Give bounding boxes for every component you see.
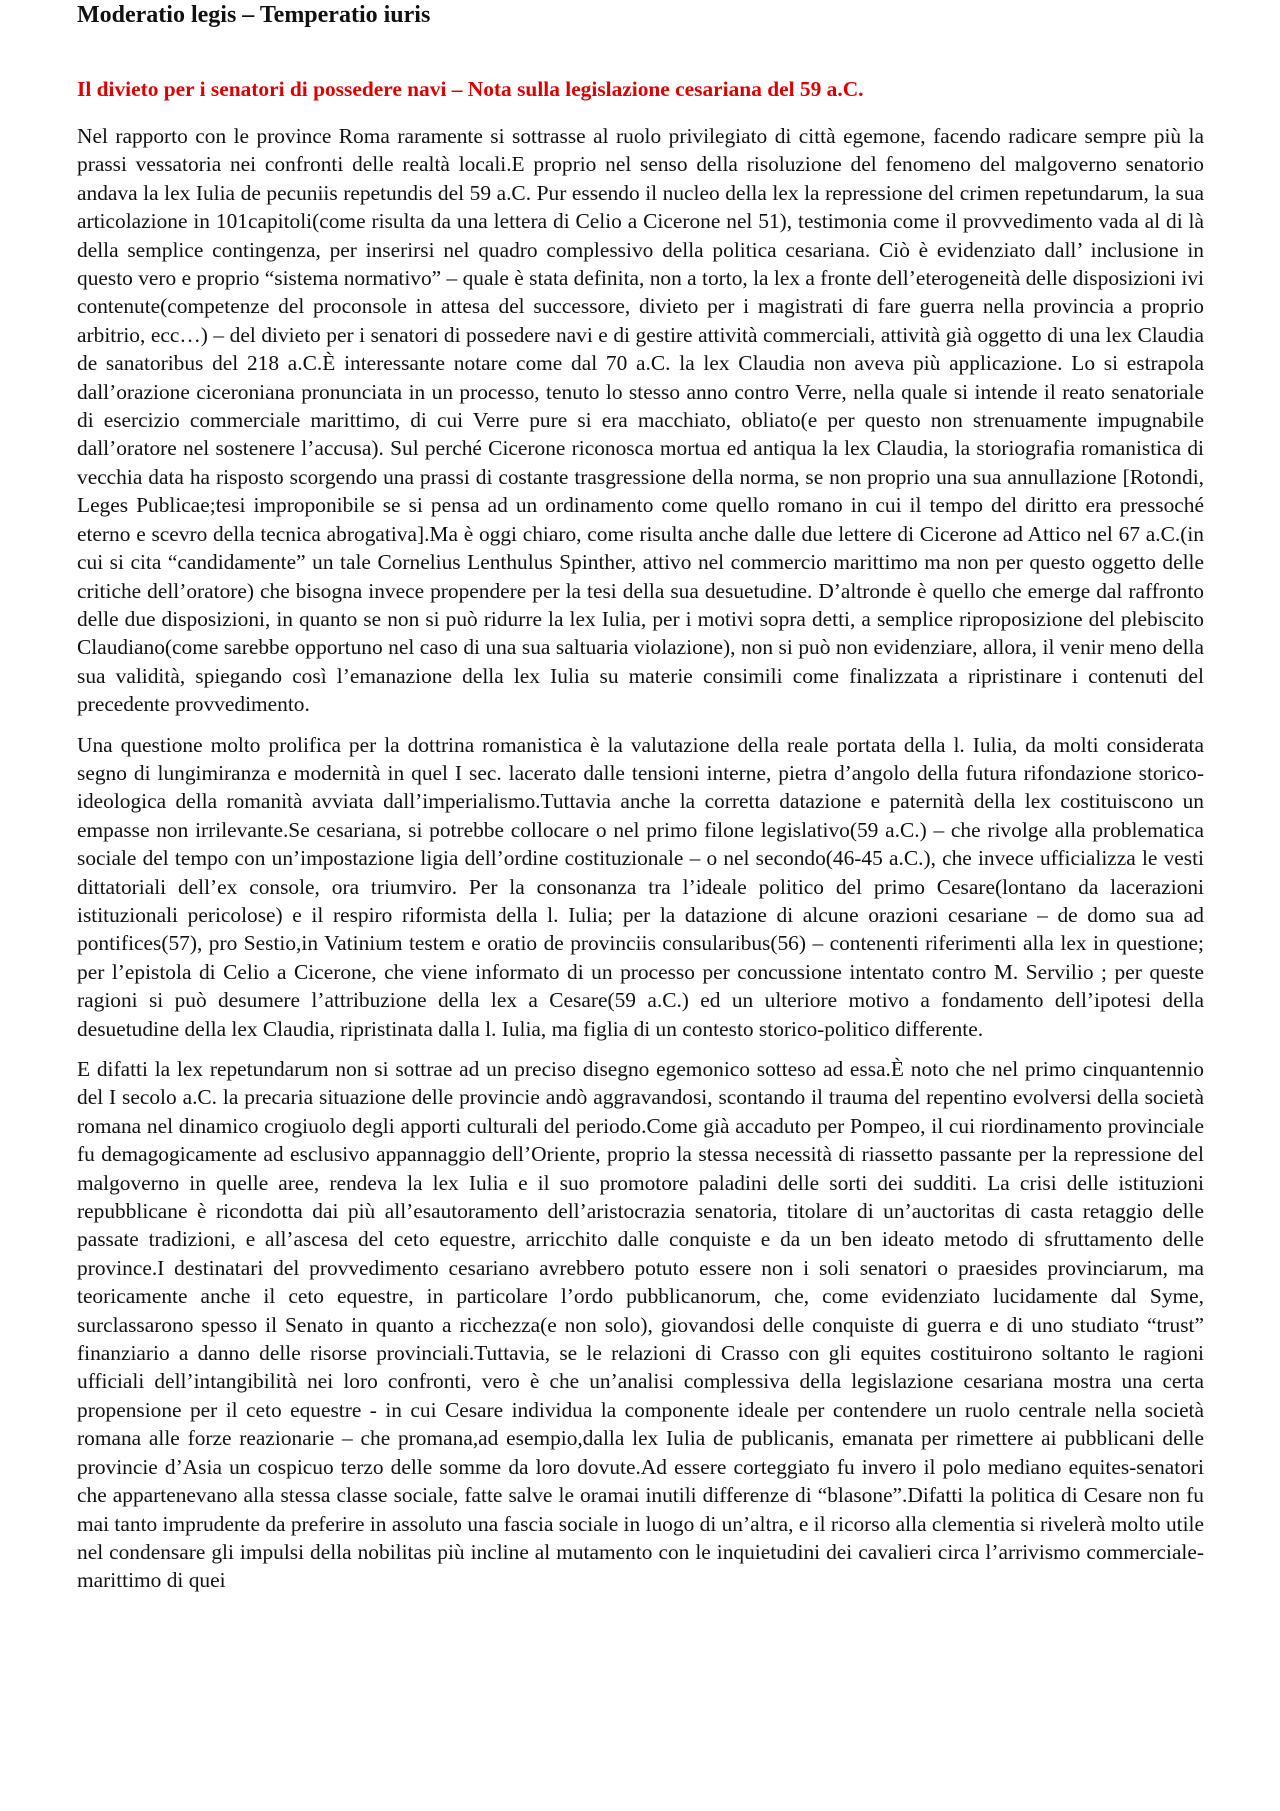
body-paragraph-2: Una questione molto prolifica per la dottrina romanistica è la valutazione della reale portata della l. Iulia, da molti considerata segno di lungimiranza e modernità in quel I sec. lacerato dalle tensioni interne, pietra d’angolo della futura rifondazione storico-ideologica della romanità avviata dall’imperialismo.Tuttavia anche la corretta datazione e paternità della lex costituiscono un empasse non irrilevante.Se cesariana, si potrebbe collocare o nel primo filone legislativo(59 a.C.) – che rivolge alla problematica sociale del tempo con un’impostazione ligia dell’ordine costituzionale – o nel secondo(46-45 a.C.), che invece ufficializza le vesti dittatoriali dell’ex console, ora triumviro. Per la consonanza tra l’ideale politico del primo Cesare(lontano da lacerazioni istituzionali pericolose) e il respiro riformista della l. Iulia; per la datazione di alcune orazioni cesariane – de domo sua ad pontifices(57), pro Sestio,in Vatinium testem e oratio de provinciis consularibus(56) – contenenti riferimenti alla lex in questione; per l’epistola di Celio a Cicerone, che viene informato di un processo per concussione intentato contro M. Servilio ; per queste ragioni si può desumere l’attribuzione della lex a Cesare(59 a.C.) ed un ulteriore motivo a fondamento dell’ipotesi della desuetudine della lex Claudia, ripristinata dalla l. Iulia, ma figlia di un contesto storico-politico differente. — [77, 732, 1204, 1041]
document-subtitle: Il divieto per i senatori di possedere navi – Nota sulla legislazione cesariana del 59 a.C. — [77, 77, 864, 101]
body-paragraph-3: E difatti la lex repetundarum non si sottrae ad un preciso disegno egemonico sotteso ad essa.È noto che nel primo cinquantennio del I secolo a.C. la precaria situazione delle provincie andò aggravandosi, scontando il trauma del repentino evolversi della società romana nel dinamico crogiuolo degli apporti culturali del periodo.Come già accaduto per Pompeo, il cui riordinamento provinciale fu demagogicamente ad esclusivo appannaggio dell’Oriente, proprio la stessa necessità di riassetto passante per la repressione del malgoverno in quelle aree, rendeva la lex Iulia e il suo promotore paladini delle sorti dei sudditi. La crisi delle istituzioni repubblicane è ricondotta dai più all’esautoramento dell’aristocrazia senatoria, titolare di un’auctoritas di casta retaggio delle passate tradizioni, e all’ascesa del ceto equestre, arricchito dalle conquiste e da un ben ideato metodo di sfruttamento delle province.I destinatari del provvedimento cesariano avrebbero potuto essere non i soli senatori o praesides provinciarum, ma teoricamente anche il ceto equestre, in particolare l’ordo pubblicanorum, che, come evidenziato lucidamente dal Syme, surclassarono spesso il Senato in quanto a ricchezza(e non solo), giovandosi delle conquiste di guerra e di uno studiato “trust” finanziario a danno delle risorse provinciali.Tuttavia, se le relazioni di Crasso con gli equites costituirono soltanto le ragioni ufficiali dell’intangibilità nei loro confronti, vero è che un’analisi complessiva della legislazione cesariana mostra una certa propensione per il ceto equestre - in cui Cesare individua la componente ideale per contendere un ruolo centrale nella società romana alle forze reazionarie – che promana,ad esempio,dalla lex Iulia de publicanis, emanata per rimettere ai pubblicani delle provincie d’Asia un cospicuo terzo delle somme da loro dovute.Ad essere corteggiato fu invero il polo mediano equites-senatori che appartenevano alla stessa classe sociale, fatte salve le oramai inutili differenze di “blasone”.Difatti la politica di Cesare non fu mai tanto imprudente da preferire in assoluto una fascia sociale in luogo di un’altra, e il ricorso alla clementia si rivelerà molto utile nel condensare gli impulsi della nobilitas più incline al mutamento con le inquietudini dei cavalieri circa l’arrivismo commerciale-marittimo di quei — [77, 1057, 1204, 1593]
body-paragraph-1: Nel rapporto con le province Roma raramente si sottrasse al ruolo privilegiato di città egemone, facendo radicare sempre più la prassi vessatoria nei confronti delle realtà locali.E proprio nel senso della risoluzione del fenomeno del malgoverno senatorio andava la lex Iulia de pecuniis repetundis del 59 a.C. Pur essendo il nucleo della lex la repressione del crimen repetundarum, la sua articolazione in 101capitoli(come risulta da una lettera di Celio a Cicerone nel 51), testimonia come il provvedimento vada al di là della semplice contingenza, per inserirsi nel quadro complessivo della politica cesariana. Ciò è evidenziato dall’ inclusione in questo vero e proprio “sistema normativo” – quale è stata definita, non a torto, la lex a fronte dell’eterogeneità delle disposizioni ivi contenute(competenze del proconsole in attesa del successore, divieto per i magistrati di fare guerra nella provincia a proprio arbitrio, ecc…) – del divieto per i senatori di possedere navi e di gestire attività commerciali, attività già oggetto di una lex Claudia de sanatoribus del 218 a.C.È interessante notare come dal 70 a.C. la lex Claudia non aveva più applicazione. Lo si estrapola dall’orazione ciceroniana pronunciata in un processo, tenuto lo stesso anno contro Verre, nella quale si intende il reato senatoriale di esercizio commerciale marittimo, di cui Verre pure si era macchiato, obliato(e per questo non strenuamente impugnabile dall’oratore nel sostenere l’accusa). Sul perché Cicerone riconosca mortua ed antiqua la lex Claudia, la storiografia romanistica di vecchia data ha risposto scorgendo una prassi di costante trasgressione della norma, se non proprio una sua annullazione [Rotondi, Leges Publicae;tesi improponibile se si pensa ad un ordinamento come quello romano in cui il tempo del diritto era pressoché eterno e scevro della tecnica abrogativa].Ma è oggi chiaro, come risulta anche dalle due lettere di Cicerone ad Attico nel 67 a.C.(in cui si cita “candidamente” un tale Cornelius Lenthulus Spinther, attivo nel commercio marittimo ma non per questo oggetto delle critiche dell’oratore) che bisogna invece propendere per la tesi della sua desuetudine. D’altronde è quello che emerge dal raffronto delle due disposizioni, in quanto se non si può ridurre la lex Iulia, per i motivi sopra detti, a semplice riproposizione del plebiscito Claudiano(come sarebbe opportuno nel caso di una sua saltuaria violazione), non si può non evidenziare, allora, il venir meno della sua validità, spiegando così l’emanazione della lex Iulia su materie consimili come finalizzata a ripristinare i contenuti del precedente provvedimento. — [77, 124, 1204, 717]
document-title: Moderatio legis – Temperatio iuris — [77, 2, 431, 28]
